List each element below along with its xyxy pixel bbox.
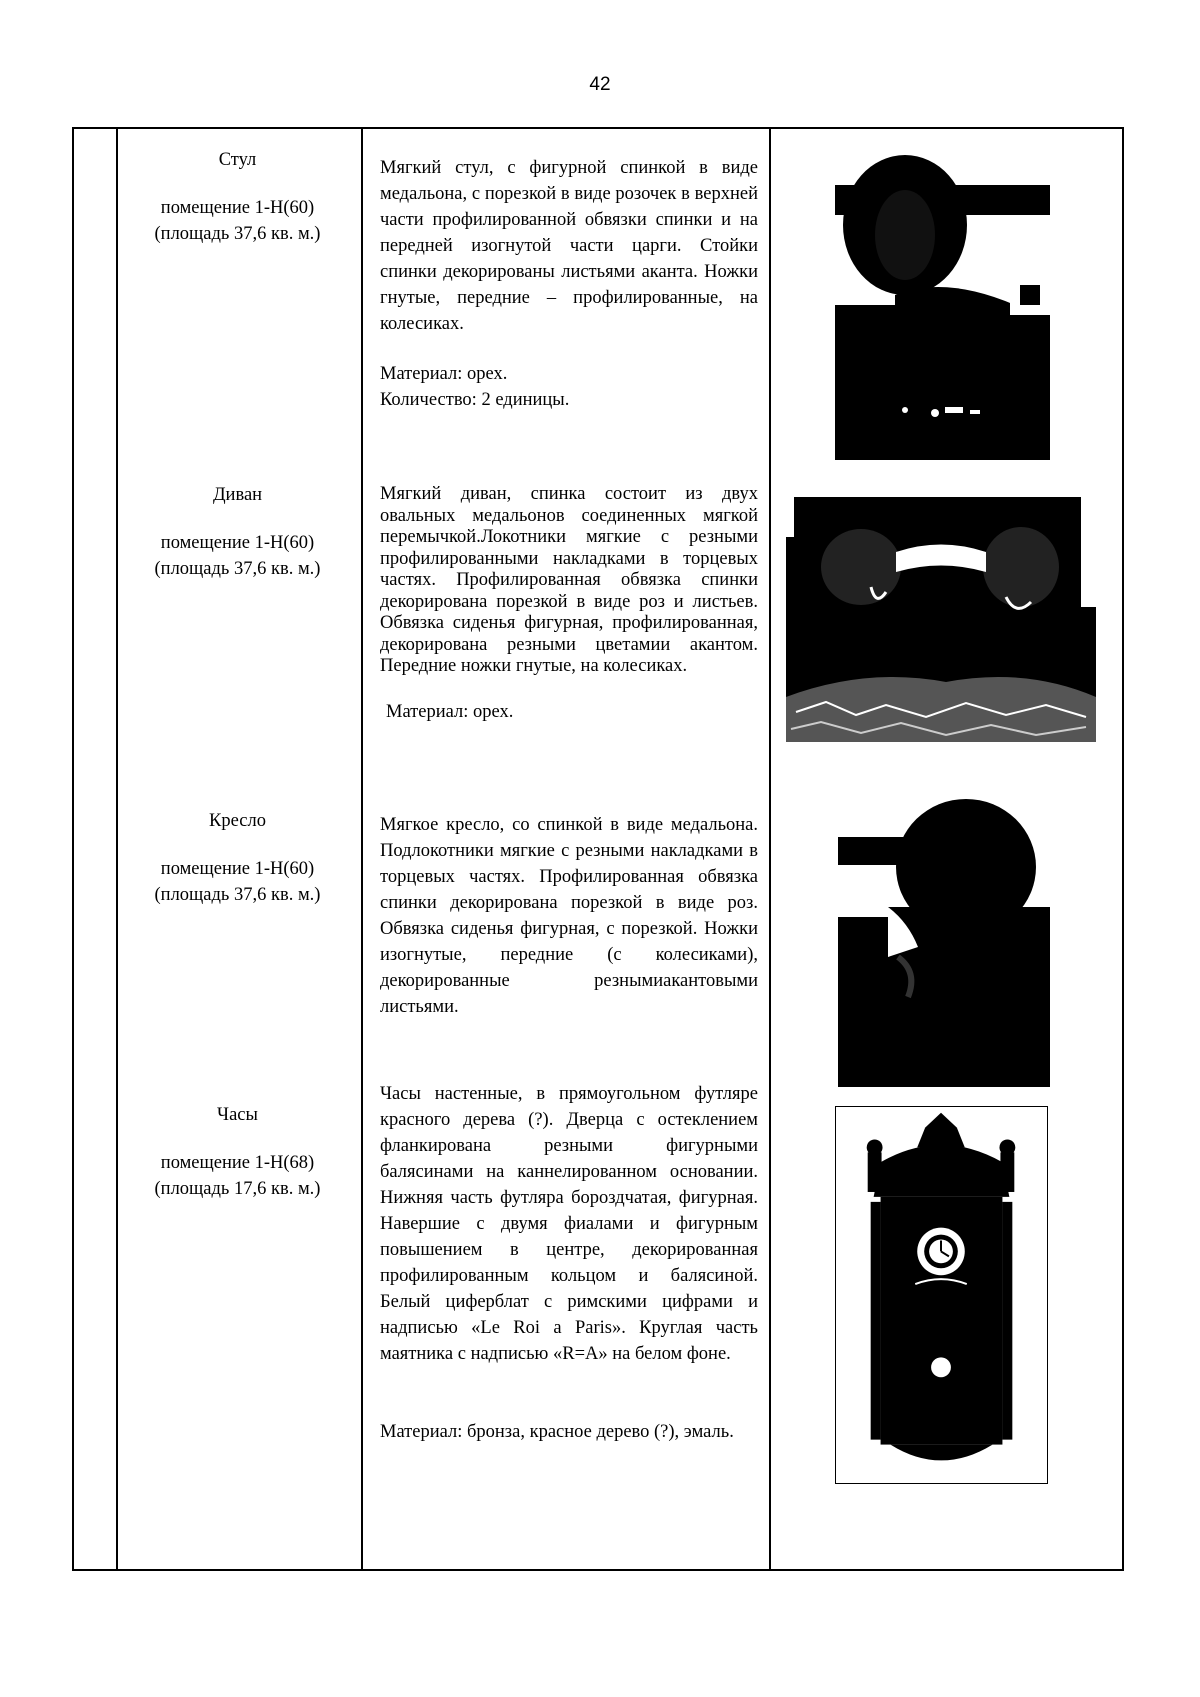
item-description: Мягкое кресло, со спинкой в виде медальона. Подлокотники мягкие с резными накладками в торцевых частях. Профилированная обвязка спинки декорирована порезкой в виде роз. Обвязка сиденья фигурная, с порезкой. Ножки изогнутые, передние (с колесиками), декорированные резнымиакантовыми листьями.: [380, 815, 758, 1017]
item-description: Часы настенные, в прямоугольном футляре красного дерева (?). Дверца с остеклением фланкирована резными фигурными балясинами на каннелированном основании. Нижняя часть футляра бороздчатая, фигурная. Навершие с двумя фиалами и фигурным повышением в центре, декорированная профилированным кольцом и балясиной. Белый циферблат с римскими цифрами и надписью «Le Roi a Paris». Круглая часть маятника с надписью «R=A» на белом фоне.: [380, 1084, 758, 1364]
item-material: Материал: орех.: [380, 364, 508, 384]
item-name-cell: [115, 808, 360, 908]
item-material: Материал: бронза, красное дерево (?), эмаль.: [380, 1422, 734, 1442]
item-description-cell: [380, 484, 758, 723]
item-area: (площадь 37,6 кв. м.): [154, 885, 321, 905]
item-name-cell: [115, 1102, 360, 1202]
armchair-photo: [838, 797, 1050, 1087]
item-room: помещение 1-Н(68): [160, 1153, 315, 1173]
item-description-cell: [380, 1081, 758, 1445]
item-name-cell: [115, 482, 360, 582]
item-description: Мягкий диван, спинка состоит из двух овальных медальонов соединенных мягкой перемычкой.Локотники мягкие с резными профилированными накладками в торцевых частях. Профилированная обвязка спинки декорирована порезкой в виде роз и листьев. Обвязка сиденья фигурная, профилированная, декорирована резными цветамии акантом. Передние ножки гнутые, на колесиках.: [380, 484, 758, 676]
item-material: Материал: орех.: [386, 701, 514, 722]
item-description: Мягкий стул, с фигурной спинкой в виде медальона, с порезкой в виде розочек в верхней части профилированной обвязки спинки и на передней изогнутой части царги. Стойки спинки декорированы листьями аканта. Ножки гнутые, передние – профилированные, на колесиках.: [380, 158, 758, 334]
item-room: помещение 1-Н(60): [160, 859, 315, 879]
item-area: (площадь 37,6 кв. м.): [154, 559, 321, 579]
item-area: (площадь 17,6 кв. м.): [154, 1179, 321, 1199]
sofa-photo: [786, 497, 1096, 742]
column-divider: [769, 129, 771, 1569]
item-room: помещение 1-Н(60): [160, 198, 315, 218]
item-name-cell: [115, 147, 360, 247]
item-description-cell: [380, 812, 758, 1020]
item-name: Кресло: [209, 811, 266, 831]
item-name: Стул: [218, 150, 257, 170]
chair-photo: [835, 155, 1050, 460]
item-room: помещение 1-Н(60): [160, 533, 315, 553]
page-number: 42: [589, 74, 611, 95]
item-quantity: Количество: 2 единицы.: [380, 390, 570, 410]
item-name: Диван: [212, 485, 263, 505]
item-name: Часы: [217, 1105, 258, 1125]
item-description-cell: [380, 155, 758, 413]
item-area: (площадь 37,6 кв. м.): [154, 224, 321, 244]
column-divider: [361, 129, 363, 1569]
wall-clock-photo: [835, 1106, 1048, 1484]
